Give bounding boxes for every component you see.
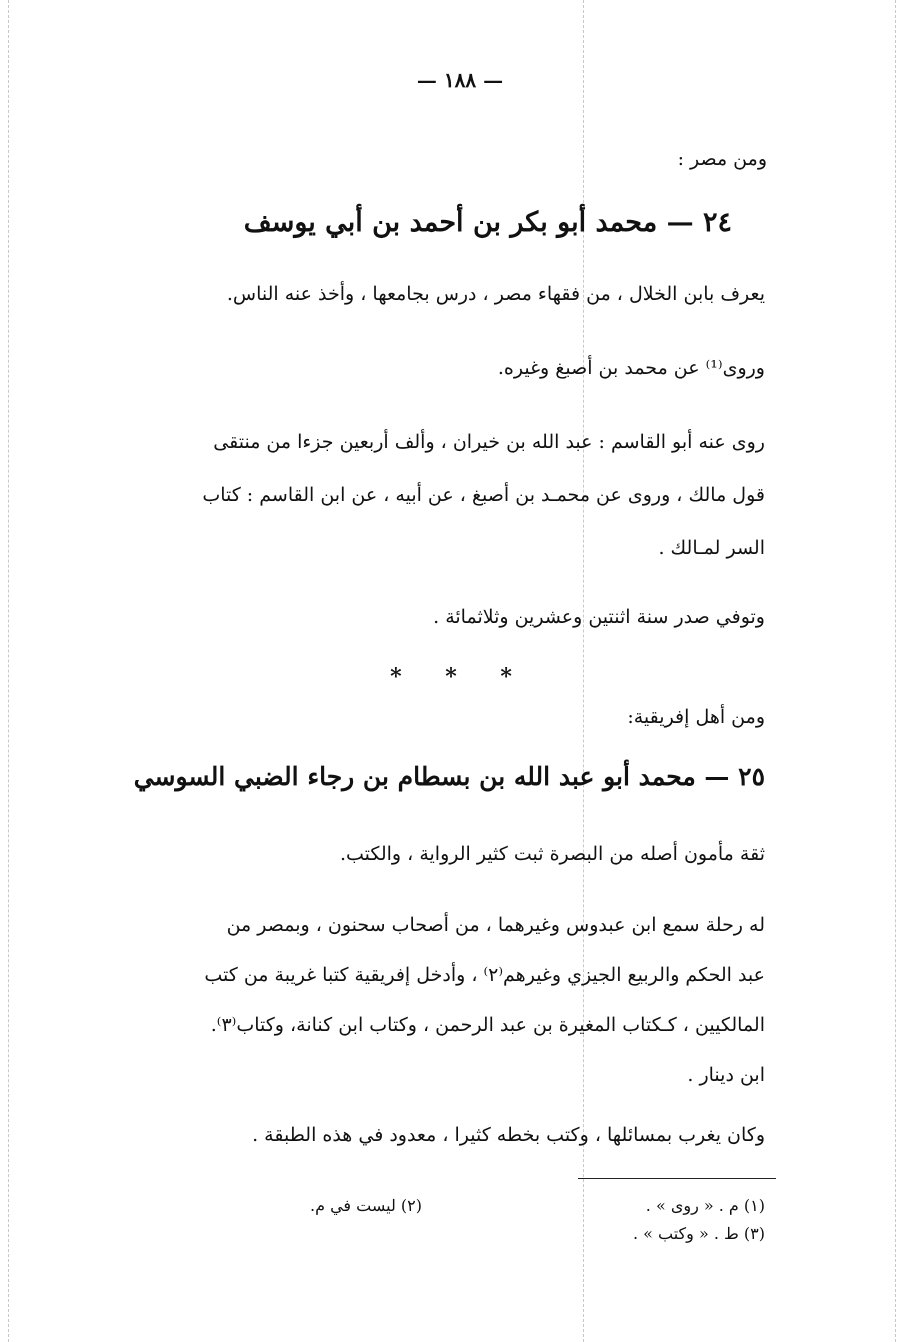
entry-24-line: السر لمـالك . xyxy=(658,537,765,559)
footnote-2: (٢) ليست في م. xyxy=(309,1196,422,1215)
page-number: — ١٨٨ — xyxy=(416,68,504,92)
footnote-1: (١) م . « روى » . xyxy=(645,1196,765,1215)
entry-25-heading: ٢٥ — محمد أبو عبد الله بن بسطام بن رجاء الضبي السوسي xyxy=(133,762,765,791)
section-intro-egypt: ومن مصر : xyxy=(677,148,767,170)
entry-25-line: عبد الحكم والربيع الجيزي وغيرهم⁽٢⁾ ، وأدخل إفريقية كتبا غريبة من كتب xyxy=(204,964,765,986)
entry-24-heading: ٢٤ — محمد أبو بكر بن أحمد بن أبي يوسف xyxy=(243,207,732,238)
section-separator: * * * xyxy=(390,664,530,690)
entry-24-line: وتوفي صدر سنة اثنتين وعشرين وثلاثمائة . xyxy=(433,606,765,628)
entry-24-line: يعرف بابن الخلال ، من فقهاء مصر ، درس بجامعها ، وأخذ عنه الناس. xyxy=(226,283,765,305)
entry-25-line: المالكيين ، كـكتاب المغيرة بن عبد الرحمن ، وكتاب ابن كنانة، وكتاب⁽٣⁾. xyxy=(210,1014,765,1036)
entry-24-line: روى عنه أبو القاسم : عبد الله بن خيران ، وألف أربعين جزءا من منتقى xyxy=(213,431,765,453)
section-intro-ifriqiya: ومن أهل إفريقية: xyxy=(627,706,765,728)
entry-25-line: ثقة مأمون أصله من البصرة ثبت كثير الرواية ، والكتب. xyxy=(339,843,765,865)
entry-24-line: قول مالك ، وروى عن محمـد بن أصبغ ، عن أبيه ، عن ابن القاسم : كتاب xyxy=(202,484,765,506)
entry-25-line: له رحلة سمع ابن عبدوس وغيرهما ، من أصحاب سحنون ، وبمصر من xyxy=(226,914,765,936)
entry-25-line: ابن دينار . xyxy=(687,1064,765,1086)
entry-25-line: وكان يغرب بمسائلها ، وكتب بخطه كثيرا ، معدود في هذه الطبقة . xyxy=(252,1124,765,1146)
entry-24-line: وروى⁽¹⁾ عن محمد بن أصبغ وغيره. xyxy=(497,357,765,379)
footnote-3: (٣) ط . « وكتب » . xyxy=(632,1224,765,1243)
footnote-rule xyxy=(578,1178,776,1179)
